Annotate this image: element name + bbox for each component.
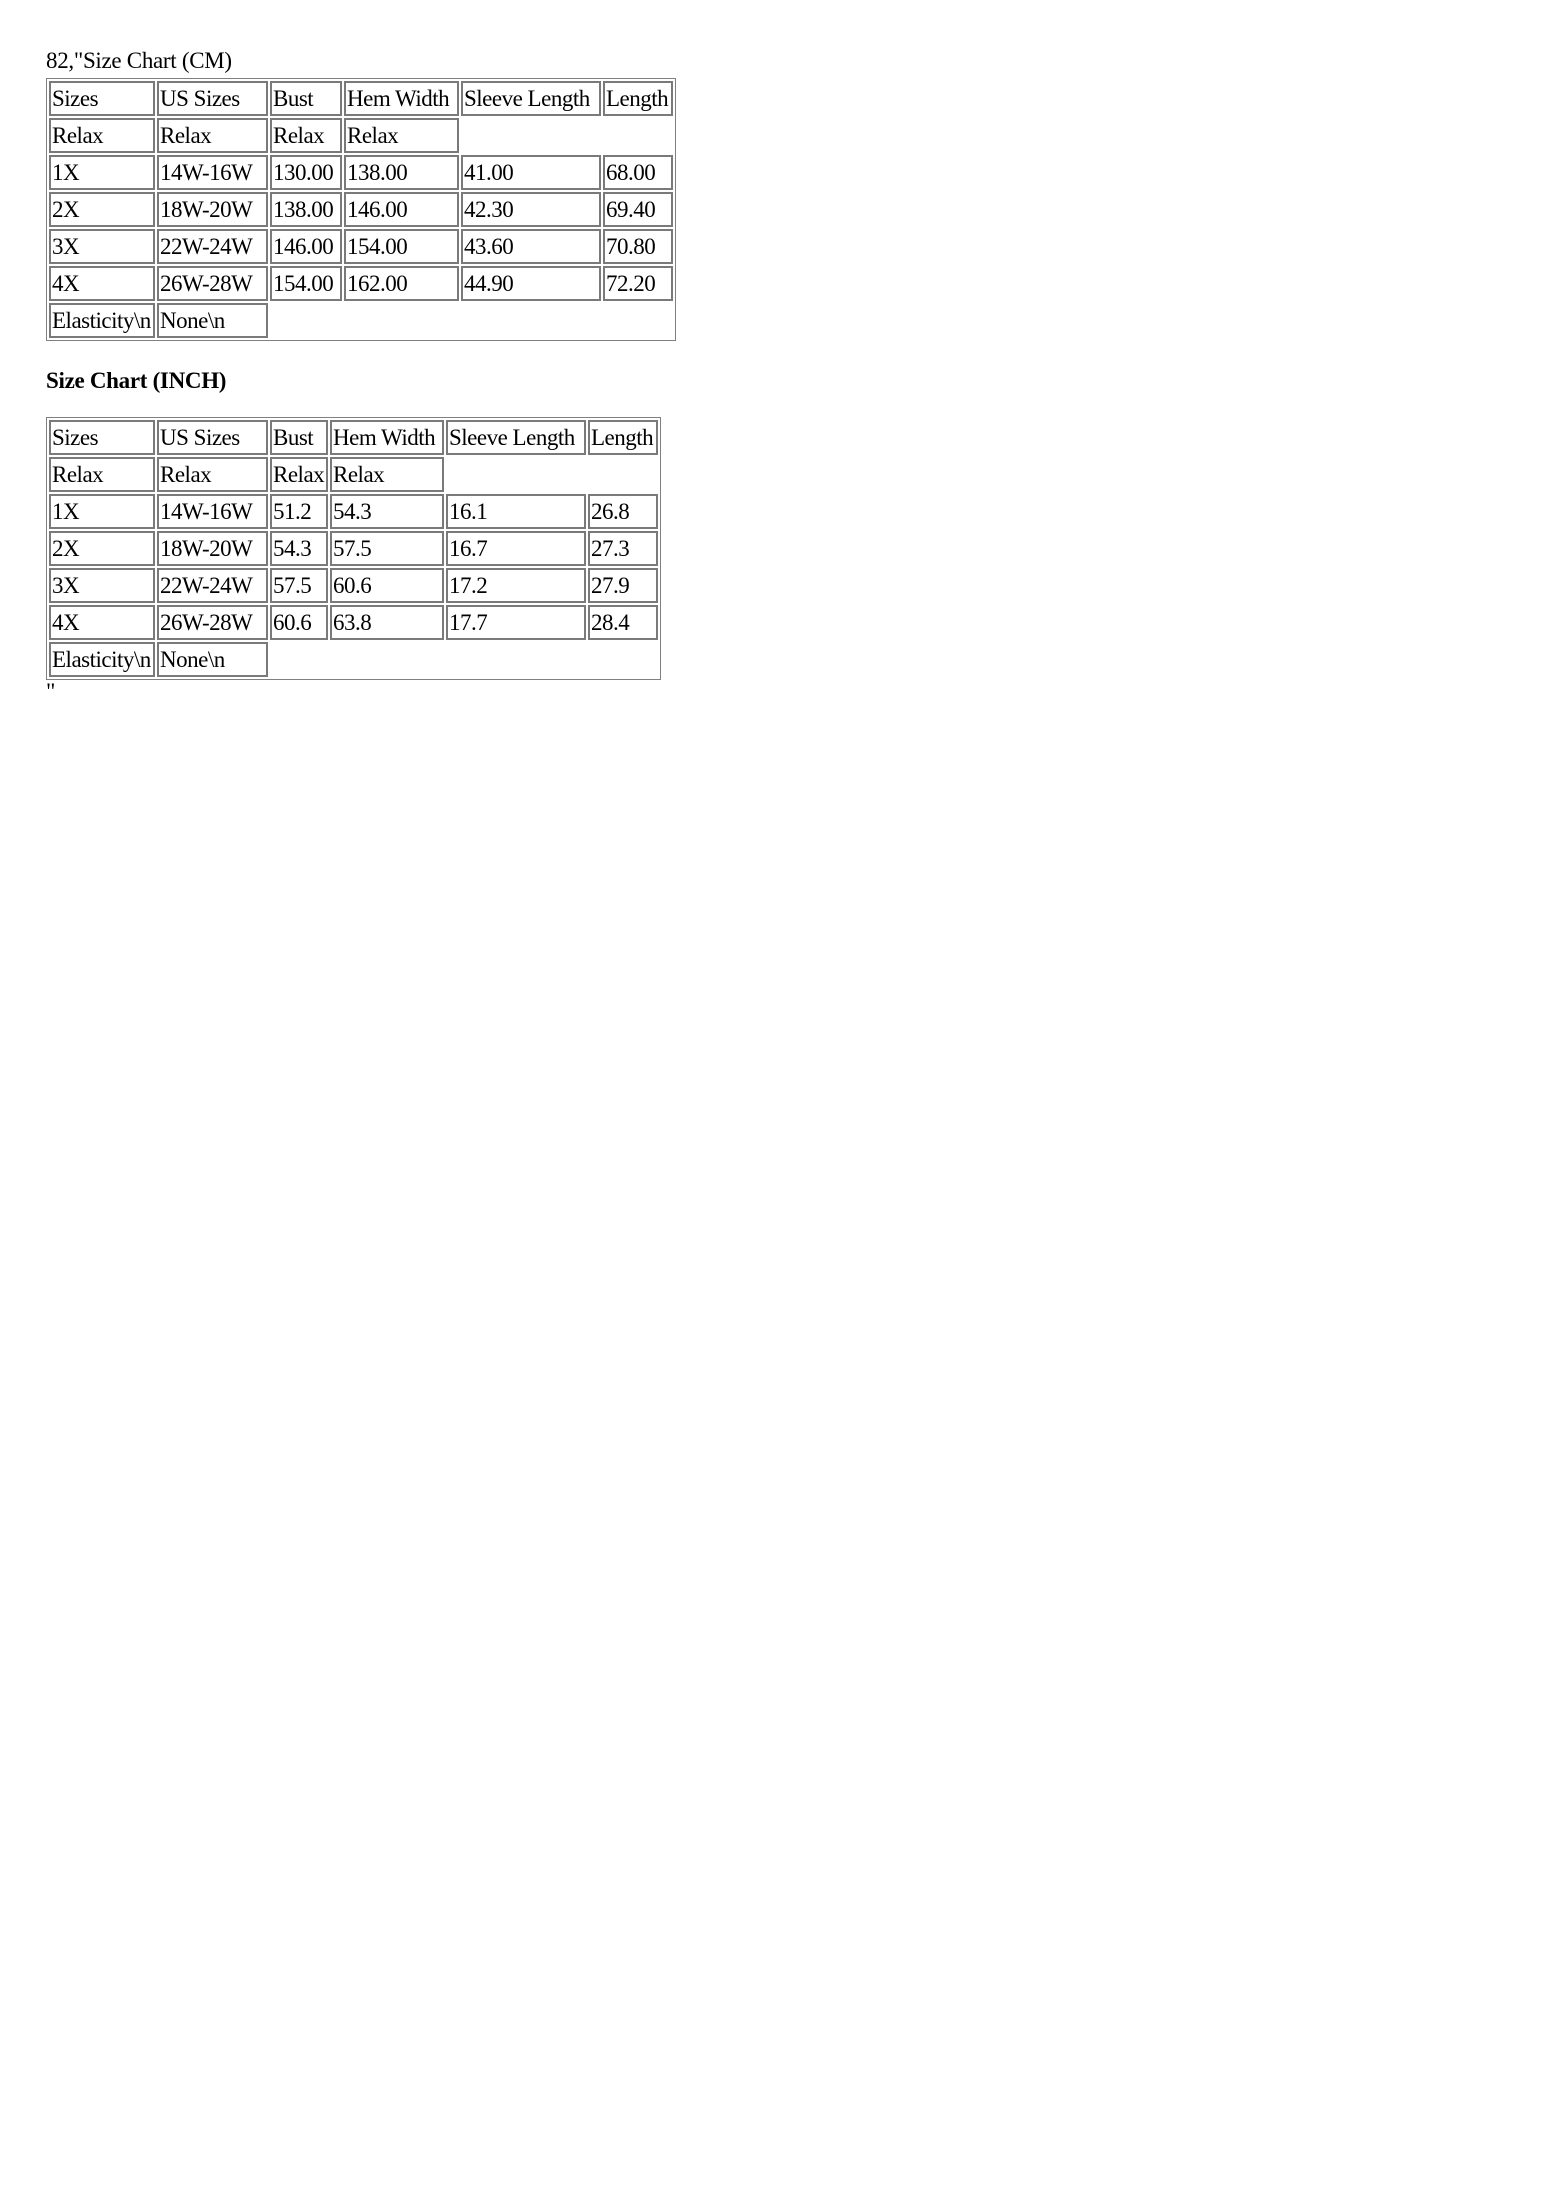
table-cell: 2X — [49, 192, 155, 227]
table-cell: 57.5 — [270, 568, 328, 603]
table-cell: 1X — [49, 155, 155, 190]
empty-cell — [270, 303, 342, 338]
table-cell: 26W-28W — [157, 266, 268, 301]
table-cell: 22W-24W — [157, 568, 268, 603]
relax-row — [49, 457, 658, 492]
header-cell: Sizes — [49, 420, 155, 455]
table-cell: 72.20 — [603, 266, 673, 301]
table-cell: 44.90 — [461, 266, 601, 301]
table-cell: 42.30 — [461, 192, 601, 227]
elasticity-row — [49, 303, 673, 338]
table-row — [49, 192, 673, 227]
table-cell: 130.00 — [270, 155, 342, 190]
table-cell: 26W-28W — [157, 605, 268, 640]
table-cell: 14W-16W — [157, 155, 268, 190]
relax-cell: Relax — [270, 118, 342, 153]
empty-cell — [270, 642, 328, 677]
empty-cell — [588, 642, 658, 677]
table-cell: 4X — [49, 605, 155, 640]
table-cell: 17.2 — [446, 568, 586, 603]
empty-cell — [344, 303, 459, 338]
empty-cell — [330, 642, 444, 677]
table-cell: 162.00 — [344, 266, 459, 301]
table-cell: 28.4 — [588, 605, 658, 640]
elasticity-label-cell: Elasticity\n — [49, 642, 155, 677]
table-header-row — [49, 420, 658, 455]
size-chart-cm-heading: 82,"Size Chart (CM) — [46, 48, 232, 73]
empty-cell — [461, 303, 601, 338]
header-cell: Bust — [270, 420, 328, 455]
table-cell: 154.00 — [344, 229, 459, 264]
table-cell: 70.80 — [603, 229, 673, 264]
relax-cell: Relax — [344, 118, 459, 153]
header-cell: Sleeve Length — [446, 420, 586, 455]
table-cell: 27.9 — [588, 568, 658, 603]
relax-cell: Relax — [157, 118, 268, 153]
elasticity-value-cell: None\n — [157, 642, 268, 677]
table-cell: 138.00 — [270, 192, 342, 227]
size-chart-inch-table — [46, 417, 661, 680]
table-cell: 1X — [49, 494, 155, 529]
table-cell: 68.00 — [603, 155, 673, 190]
table-row — [49, 229, 673, 264]
table-cell: 54.3 — [270, 531, 328, 566]
table-cell: 26.8 — [588, 494, 658, 529]
empty-cell — [446, 642, 586, 677]
table-cell: 4X — [49, 266, 155, 301]
table-cell: 69.40 — [603, 192, 673, 227]
table-cell: 16.7 — [446, 531, 586, 566]
header-cell: Hem Width — [344, 81, 459, 116]
table-cell: 60.6 — [270, 605, 328, 640]
table-row — [49, 266, 673, 301]
table-cell: 54.3 — [330, 494, 444, 529]
table-cell: 16.1 — [446, 494, 586, 529]
table-cell: 51.2 — [270, 494, 328, 529]
table-header-row — [49, 81, 673, 116]
table-cell: 18W-20W — [157, 531, 268, 566]
size-chart-inch-heading: Size Chart (INCH) — [46, 368, 227, 393]
table-cell: 27.3 — [588, 531, 658, 566]
table-row — [49, 531, 658, 566]
table-cell: 138.00 — [344, 155, 459, 190]
header-cell: Length — [588, 420, 658, 455]
relax-row — [49, 118, 673, 153]
header-cell: Length — [603, 81, 673, 116]
header-cell: US Sizes — [157, 81, 268, 116]
empty-cell — [603, 118, 673, 153]
relax-cell: Relax — [330, 457, 444, 492]
relax-cell: Relax — [270, 457, 328, 492]
empty-cell — [588, 457, 658, 492]
table-cell: 43.60 — [461, 229, 601, 264]
table-cell: 60.6 — [330, 568, 444, 603]
empty-cell — [461, 118, 601, 153]
empty-cell — [446, 457, 586, 492]
table-cell: 57.5 — [330, 531, 444, 566]
elasticity-value-cell: None\n — [157, 303, 268, 338]
table-cell: 63.8 — [330, 605, 444, 640]
table-row — [49, 568, 658, 603]
table-cell: 14W-16W — [157, 494, 268, 529]
empty-cell — [603, 303, 673, 338]
relax-cell: Relax — [49, 457, 155, 492]
table-row — [49, 155, 673, 190]
size-chart-cm-table — [46, 78, 676, 341]
header-cell: US Sizes — [157, 420, 268, 455]
table-row — [49, 605, 658, 640]
elasticity-row — [49, 642, 658, 677]
table-row — [49, 494, 658, 529]
table-cell: 154.00 — [270, 266, 342, 301]
table-cell: 17.7 — [446, 605, 586, 640]
header-cell: Bust — [270, 81, 342, 116]
trailing-quote: " — [46, 679, 56, 704]
table-cell: 2X — [49, 531, 155, 566]
table-cell: 146.00 — [344, 192, 459, 227]
table-cell: 3X — [49, 568, 155, 603]
header-cell: Sizes — [49, 81, 155, 116]
document-body — [46, 47, 676, 704]
relax-cell: Relax — [49, 118, 155, 153]
table-cell: 22W-24W — [157, 229, 268, 264]
relax-cell: Relax — [157, 457, 268, 492]
table-cell: 3X — [49, 229, 155, 264]
table-cell: 146.00 — [270, 229, 342, 264]
table-cell: 18W-20W — [157, 192, 268, 227]
table-cell: 41.00 — [461, 155, 601, 190]
header-cell: Hem Width — [330, 420, 444, 455]
header-cell: Sleeve Length — [461, 81, 601, 116]
elasticity-label-cell: Elasticity\n — [49, 303, 155, 338]
